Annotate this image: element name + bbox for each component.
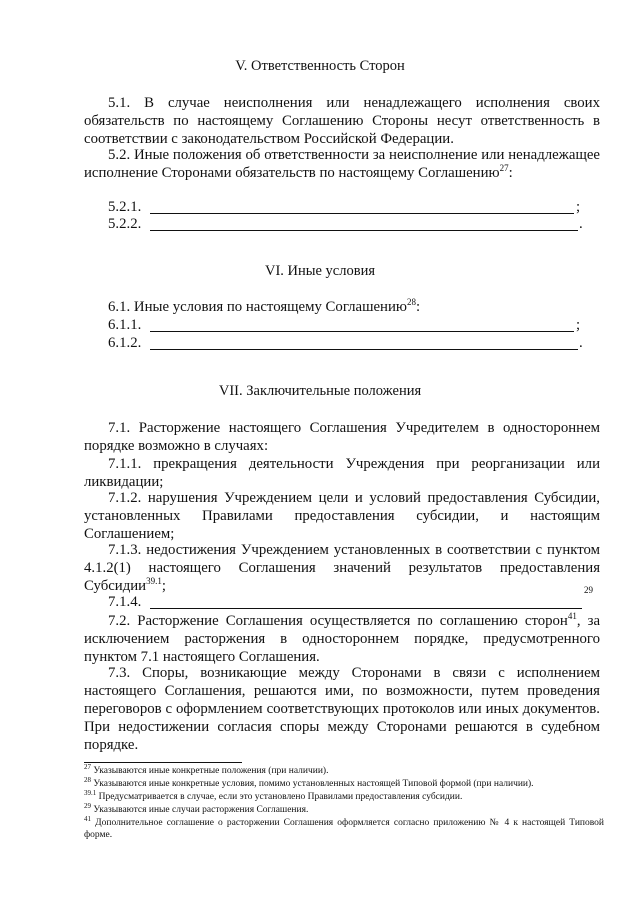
footnote-text: Дополнительное соглашение о расторжении Соглашения оформляется согласно приложению № 4 к настоящей Типовой форме. [84, 818, 605, 840]
clause-7-1-1 [84, 455, 600, 491]
footnote-ref-41: 41 [567, 611, 577, 622]
clause-5-1 [84, 94, 600, 148]
clause-5-2-1-line [84, 199, 600, 217]
section-vi-title: VI. Иные условия [264, 263, 376, 279]
clause-7-1-4-line: 7.1.4. 29 [108, 585, 593, 610]
footnote-number: 29 [84, 801, 91, 810]
footnote-number: 27 [84, 762, 91, 771]
clause-6-1-text: 6.1. Иные условия по настоящему Соглашению [108, 299, 407, 315]
clause-7-2-text: 7.2. Расторжение Соглашения осуществляется по соглашению сторон [108, 613, 568, 629]
clause-5-2-1-label: 5.2.1. [108, 199, 142, 215]
clause-7-1-2 [84, 489, 600, 543]
clause-7-3 [84, 664, 600, 754]
footnote-number: 41 [84, 814, 91, 823]
clause-6-1-2-label: 6.1.2. [108, 335, 142, 351]
clause-7-1-2-text: 7.1.2. нарушения Учреждением цели и условий предоставления Субсидии, установленных Правилами предоставления субсидии, и настоящим Соглашением; [84, 490, 600, 542]
clause-6-1-1-line [84, 317, 600, 335]
clause-7-1-3-text: 7.1.3. недостижения Учреждением установленных в соответствии с пунктом 4.1.2(1) настоящего Соглашения значений результатов предоставления Субсидии [84, 542, 600, 594]
blank-rule [150, 608, 582, 609]
footnote-ref-27: 27 [499, 163, 509, 174]
clause-7-1-1-text: 7.1.1. прекращения деятельности Учреждения при реорганизации или ликвидации; [84, 456, 600, 490]
clause-5-2-2-end: . [579, 216, 583, 232]
blank-rule [150, 230, 578, 231]
clause-6-1-1-label: 6.1.1. [108, 317, 142, 333]
clause-6-1-1-end: ; [576, 317, 581, 333]
footnote [84, 762, 604, 777]
footnote-ref-28: 28 [406, 297, 416, 308]
section-vii-title: VII. Заключительные положения [218, 383, 422, 399]
clause-6-1-2-line [84, 335, 600, 353]
clause-5-2-tail: : [508, 165, 513, 181]
clause-6-1-tail: : [415, 299, 421, 315]
footnote-separator [84, 762, 242, 763]
blank-rule [150, 331, 574, 332]
footnote-text: Указываются иные случаи расторжения Соглашения. [93, 805, 309, 815]
clause-6-1 [84, 298, 600, 316]
footnote [84, 788, 604, 803]
blank-rule [150, 349, 578, 350]
clause-7-3-text: 7.3. Споры, возникающие между Сторонами в связи с исполнением настоящего Соглашения, решаются ими, по возможности, путем проведения переговоров с оформлением соответствующих протоколов или иных документов. При недостижении согласия споры между Сторонами решаются в судебном порядке. [84, 665, 600, 753]
section-v-title: V. Ответственность Сторон [235, 58, 405, 74]
clause-5-2-1-end: ; [576, 199, 581, 215]
clause-5-2-text: 5.2. Иные положения об ответственности за неисполнение или ненадлежащее исполнение Сторонами обязательств по настоящему Соглашению [84, 147, 600, 181]
clause-7-1-3 [84, 541, 600, 595]
footnote-number: 39.1 [84, 788, 97, 797]
clause-7-2 [84, 612, 600, 666]
blank-rule [150, 213, 574, 214]
clause-5-2-2-line [84, 216, 600, 234]
clause-7-1-4-label: 7.1.4. [108, 594, 142, 610]
footnote-ref-39-1: 39.1 [146, 576, 162, 587]
clause-6-1-2-end: . [579, 335, 583, 351]
footnote [84, 814, 605, 841]
clause-7-1-text: 7.1. Расторжение настоящего Соглашения Учредителем в одностороннем порядке возможно в случаях: [84, 420, 600, 454]
clause-5-2-2-label: 5.2.2. [108, 216, 142, 232]
clause-5-1-text: 5.1. В случае неисполнения или ненадлежащего исполнения своих обязательств по настоящему Соглашению Стороны несут ответственность в соответствии с законодательством Российской Федерации. [84, 95, 600, 147]
footnote-number: 28 [84, 775, 91, 784]
footnote-text: Указываются иные конкретные положения (при наличии). [93, 766, 329, 776]
footnote-text: Указываются иные конкретные условия, помимо установленных настоящей Типовой формой (при наличии). [93, 779, 534, 789]
footnote-text: Предусматривается в случае, если это установлено Правилами предоставления субсидии. [98, 792, 463, 802]
footnote [84, 801, 604, 816]
clause-7-1-3-tail: ; [161, 578, 166, 594]
clause-7-2-tail: , за исключением расторжения в одностороннем порядке, предусмотренного пунктом 7.1 настоящего Соглашения. [84, 613, 601, 665]
clause-7-1 [84, 419, 600, 455]
clause-5-2 [84, 146, 600, 182]
footnote [84, 775, 604, 790]
